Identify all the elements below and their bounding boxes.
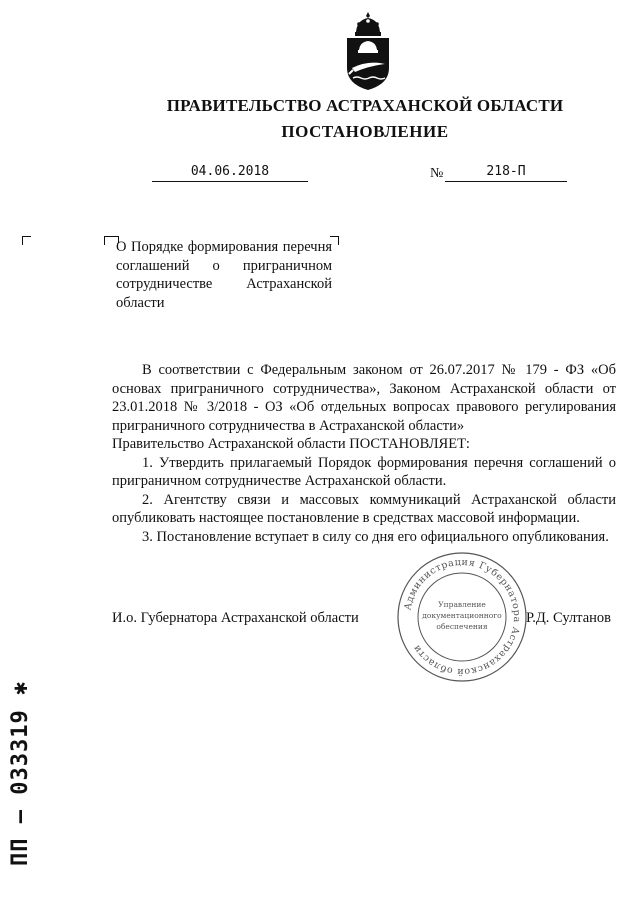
clause-2: 2. Агентству связи и массовых коммуникаций Астраханской области опубликовать настоящее постановление в средствах массовой информации. [112,491,616,526]
official-stamp [394,549,530,685]
document-type: ПОСТАНОВЛЕНИЕ [281,122,449,141]
form-serial-number: ПП – 033319 ✱ [8,680,33,866]
stamp-ring-text: Администрация Губернатора Астраханской области [402,556,523,678]
coat-of-arms-emblem [339,10,397,92]
corner-mark-left [22,236,31,245]
document-subject: О Порядке формирования перечня соглашений о приграничном сотрудничестве Астраханской области [116,239,332,311]
number-sign: № [430,166,444,181]
clause-3: 3. Постановление вступает в силу со дня его официального опубликования. [142,528,609,545]
stamp-line-2: документационного [422,611,502,620]
document-date: 04.06.2018 [152,164,308,182]
resolution-statement: Правительство Астраханской области ПОСТАНОВЛЯЕТ: [112,436,470,452]
signer-title: И.о. Губернатора Астраханской области [112,610,359,626]
signer-name: Р.Д. Султанов [526,610,611,626]
document-body [112,361,616,546]
clause-1: 1. Утвердить прилагаемый Порядок формирования перечня соглашений о приграничном сотрудничестве Астраханской области. [112,454,616,489]
government-title: ПРАВИТЕЛЬСТВО АСТРАХАНСКОЙ ОБЛАСТИ [166,96,564,115]
stamp-line-3: обеспечения [436,622,488,631]
document-number: 218-П [445,164,567,182]
stamp-line-1: Управление [438,600,486,609]
preamble-paragraph: В соответствии с Федеральным законом от 26.07.2017 № 179 - ФЗ «Об основах приграничного сотрудничества», Законом Астраханской области от 23.01.2018 № 3/2018 - ОЗ «Об отдельных вопросах правового регулирования приграничного сотрудничества в Астраханской области» [112,362,616,434]
